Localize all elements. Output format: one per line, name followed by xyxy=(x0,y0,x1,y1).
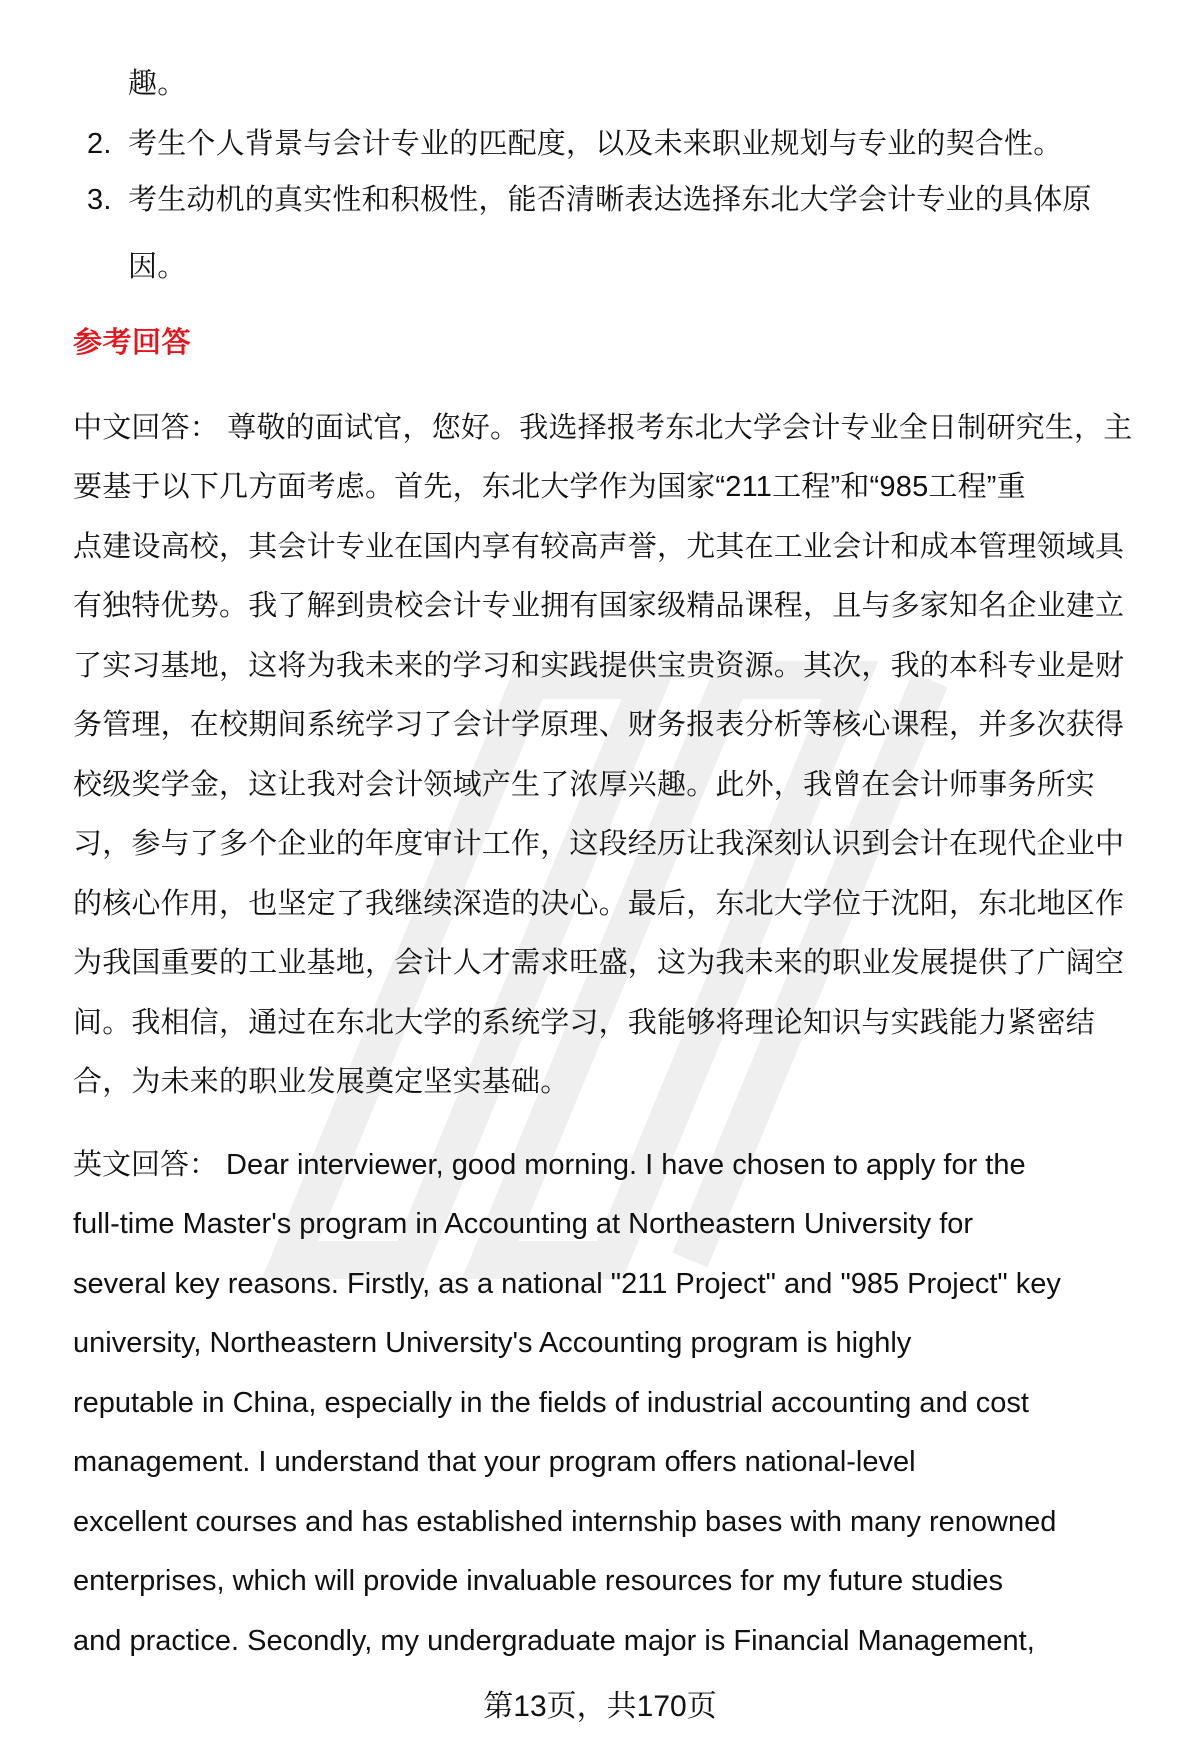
chinese-answer-line: 合，为未来的职业发展奠定坚实基础。 xyxy=(73,1066,570,1098)
english-answer-line: reputable in China, especially in the fields of industrial accounting and cost xyxy=(73,1387,1029,1419)
english-answer-line: full-time Master's program in Accounting at Northeastern University for xyxy=(73,1208,974,1240)
english-answer-line: 英文回答： Dear interviewer, good morning. I have chosen to apply for the xyxy=(73,1149,1026,1181)
chinese-answer-line: 务管理，在校期间系统学习了会计学原理、财务报表分析等核心课程，并多次获得 xyxy=(73,709,1125,741)
chinese-answer-line: 间。我相信，通过在东北大学的系统学习，我能够将理论知识与实践能力紧密结 xyxy=(73,1007,1096,1039)
english-answer-line: several key reasons. Firstly, as a national "211 Project" and "985 Project" key xyxy=(73,1268,1061,1300)
list-number: 2. xyxy=(87,128,112,160)
section-heading: 参考回答 xyxy=(73,327,192,359)
english-answer-line: and practice. Secondly, my undergraduate major is Financial Management, xyxy=(73,1625,1035,1657)
criteria-continuation: 趣。 xyxy=(128,68,187,100)
criteria-item-text: 考生动机的真实性和积极性，能否清晰表达选择东北大学会计专业的具体原 xyxy=(128,184,1092,216)
english-answer-line: excellent courses and has established internship bases with many renowned xyxy=(73,1506,1057,1538)
list-number: 3. xyxy=(87,184,112,216)
criteria-item-text: 考生个人背景与会计专业的匹配度，以及未来职业规划与专业的契合性。 xyxy=(128,128,1063,160)
page-number-footer: 第13页，共170页 xyxy=(483,1690,717,1723)
chinese-answer-line: 点建设高校，其会计专业在国内享有较高声誉，尤其在工业会计和成本管理领域具 xyxy=(73,531,1125,563)
chinese-answer-line: 有独特优势。我了解到贵校会计专业拥有国家级精品课程，且与多家知名企业建立 xyxy=(73,590,1125,622)
chinese-answer-line: 的核心作用，也坚定了我继续深造的决心。最后，东北大学位于沈阳，东北地区作 xyxy=(73,888,1125,920)
criteria-item-2 xyxy=(87,124,1200,164)
english-answer-line: management. I understand that your program offers national-level xyxy=(73,1446,916,1478)
chinese-answer-line: 为我国重要的工业基地，会计人才需求旺盛，这为我未来的职业发展提供了广阔空 xyxy=(73,947,1125,979)
english-answer-line: enterprises, which will provide invaluable resources for my future studies xyxy=(73,1565,1004,1597)
criteria-item-3 xyxy=(87,180,1200,220)
criteria-item-3-continuation: 因。 xyxy=(128,251,187,283)
english-answer-line: university, Northeastern University's Accounting program is highly xyxy=(73,1327,912,1359)
chinese-answer-line: 要基于以下几方面考虑。首先，东北大学作为国家“211工程”和“985工程”重 xyxy=(73,471,1026,503)
chinese-answer-line: 习，参与了多个企业的年度审计工作，这段经历让我深刻认识到会计在现代企业中 xyxy=(73,828,1125,860)
chinese-answer-line: 中文回答： 尊敬的面试官，您好。我选择报考东北大学会计专业全日制研究生，主 xyxy=(73,412,1133,444)
chinese-answer-line: 校级奖学金，这让我对会计领域产生了浓厚兴趣。此外，我曾在会计师事务所实 xyxy=(73,769,1096,801)
chinese-answer-line: 了实习基地，这将为我未来的学习和实践提供宝贵资源。其次，我的本科专业是财 xyxy=(73,650,1125,682)
